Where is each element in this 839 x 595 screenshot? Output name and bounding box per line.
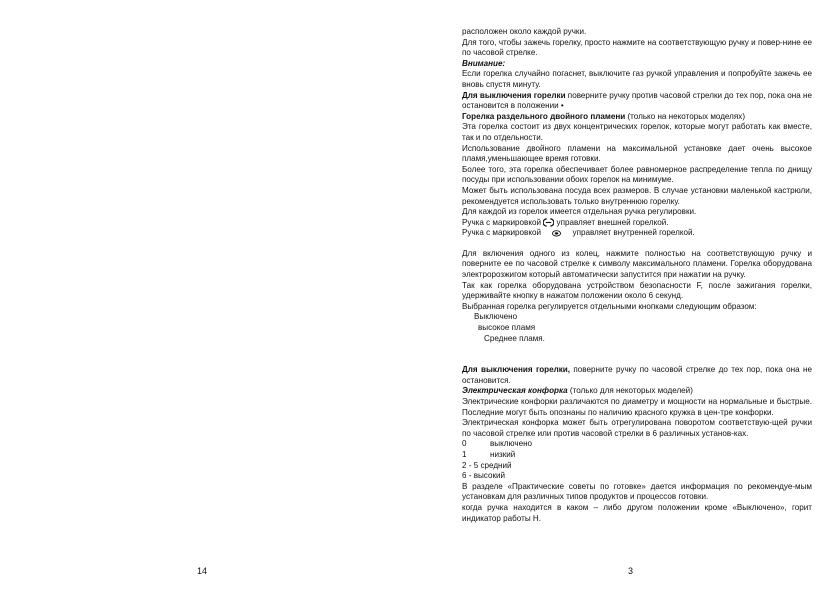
knob-inner-line: Ручка с маркировкой управляет внутренней горелкой. (462, 228, 695, 238)
level-item: 1 низкий (462, 449, 516, 459)
paragraph: Для выключения горелки поверните ручку против часовой стрелки до тех пор, пока она не остановится в положении • (462, 90, 812, 111)
paragraph: расположен около каждой ручки. (462, 27, 587, 36)
knob-outer-line: Ручка с маркировкой управляет внешней горелкой. (462, 217, 669, 227)
paragraph: Электрические конфорки различаются по диаметру и мощности на нормальные и быстрые. Последние могут быть опознаны по наличию красного кружка в цен-тре конфорки. (462, 397, 812, 417)
level-item: 0 выключено (462, 439, 533, 449)
electric-hob-heading: Электрическая конфорка (только для некоторых моделей) (462, 386, 693, 396)
mode-item: Среднее пламя. (484, 333, 545, 343)
paragraph: В разделе «Практические советы по готовке» дается информация по рекомендуе-мым установкам для различных типов продуктов и процессов готовки. (462, 481, 812, 502)
dual-burner-heading: Горелка раздельного двойного пламени (только на некоторых моделях) (462, 111, 746, 121)
paragraph: Может быть использована посуда всех размеров. В случае установки маленькой кастрюли, рекомендуется использовать только внутреннюю горелку. (462, 185, 812, 206)
paragraph: Для включения одного из колец, нажмите полностью на соответствующую ручку и поверните ее по часовой стрелке к символу максимального пламени. Горелка оборудована электророзжигом который автоматически запустится при нажатии на ручку. (462, 248, 812, 280)
paragraph: Так как горелка оборудована устройством безопасности F, после зажигания горелки, удерживайте кнопку в нажатом положении около 6 секунд. (462, 280, 812, 301)
paragraph: Более того, эта горелка обеспечивает более равномерное распределение тепла по днищу посуды при использовании обоих горелок на минимуме. (462, 164, 812, 185)
paragraph: Эта горелка состоит из двух концентрических горелок, которые могут работать как вместе, так и по отдельности. (462, 122, 812, 142)
paragraph: когда ручка находится в каком – либо другом положении кроме «Выключено», горит индикатор работы Н. (462, 502, 812, 523)
paragraph: Если горелка случайно погаснет, выключите газ ручкой управления и попробуйте зажечь ее вновь спустя минуту. (462, 69, 812, 89)
attention-heading: Внимание: (462, 58, 506, 68)
mode-item: высокое пламя (478, 323, 536, 333)
single-burner-knob-marker-icon (551, 228, 562, 237)
mode-item: Выключено (474, 312, 518, 322)
manual-text-column (462, 27, 812, 524)
page-number-left: 14 (197, 566, 208, 576)
level-item: 6 - высокий (462, 471, 506, 481)
paragraph: Выбранная горелка регулируется отдельными кнопками следующим образом: (462, 301, 757, 311)
paragraph: Для каждой из горелок имеется отдельная ручка регулировки. (462, 207, 697, 217)
paragraph: Для того, чтобы зажечь горелку, просто нажмите на соответствующую ручку и повер-нине ее по часовой стрелке. (462, 37, 812, 58)
dual-ring-knob-marker-icon (543, 218, 554, 227)
level-item: 2 - 5 средний (462, 460, 512, 470)
paragraph: Электрическая конфорка может быть отрегулирована поворотом соответствую-щей ручки по часовой стрелке или против часовой стрелки в 6 различных установ-ках. (462, 418, 812, 438)
paragraph: Для выключения горелки, поверните ручку по часовой стрелке до тех пор, пока она не остановится. (462, 365, 812, 385)
paragraph: Использование двойного пламени на максимальной установке дает очень высокое пламя,уменьшающее время готовки. (462, 143, 812, 164)
page-number-right: 3 (628, 566, 634, 576)
